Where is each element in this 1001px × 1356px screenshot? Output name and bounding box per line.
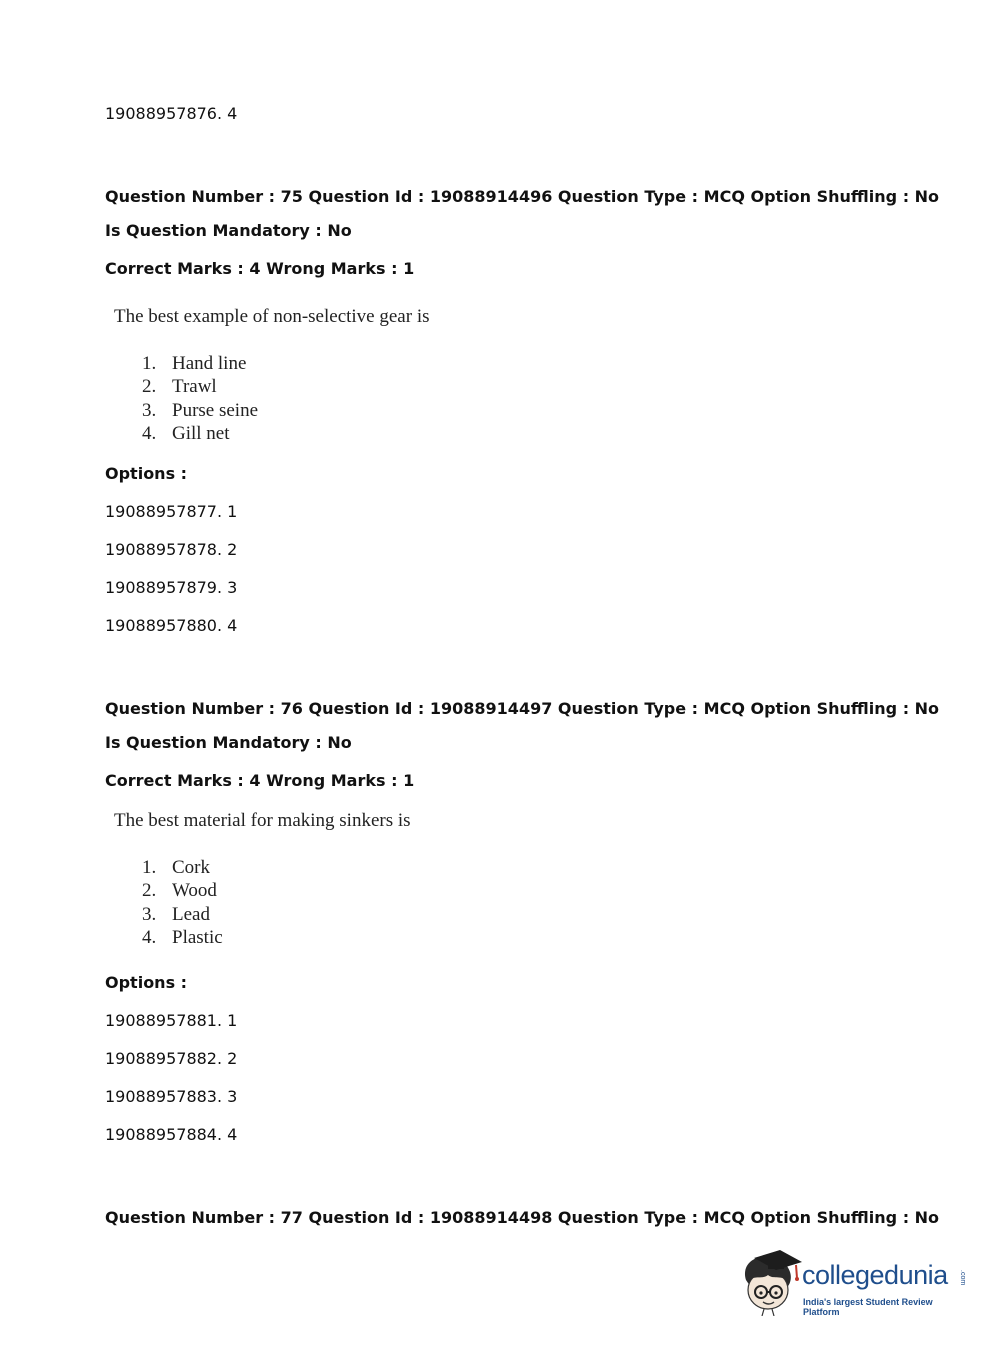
options-label: Options : xyxy=(105,464,188,483)
list-item xyxy=(142,903,223,926)
question-mandatory: Is Question Mandatory : No xyxy=(105,221,352,240)
choice-label: Wood xyxy=(172,880,217,902)
question-text: The best material for making sinkers is xyxy=(114,810,411,831)
question-header: Question Number : 77 Question Id : 19088914498 Question Type : MCQ Option Shuffling : No xyxy=(105,1208,940,1227)
choice-list xyxy=(142,856,223,949)
choice-number: 1. xyxy=(142,353,157,374)
choice-number: 4. xyxy=(142,926,157,948)
question-marks: Correct Marks : 4 Wrong Marks : 1 xyxy=(105,259,415,278)
list-item xyxy=(142,879,223,902)
choice-number: 1. xyxy=(142,857,157,878)
question-text: The best example of non-selective gear is xyxy=(114,306,430,327)
list-item xyxy=(142,926,223,949)
list-item xyxy=(142,399,258,422)
option-line: 19088957884. 4 xyxy=(105,1125,238,1144)
list-item xyxy=(142,422,258,445)
choice-list xyxy=(142,352,258,445)
choice-number: 4. xyxy=(142,422,157,444)
question-header: Question Number : 75 Question Id : 19088914496 Question Type : MCQ Option Shuffling : No xyxy=(105,187,940,206)
choice-label: Gill net xyxy=(172,422,230,444)
choice-number: 2. xyxy=(142,376,157,398)
choice-label: Purse seine xyxy=(172,399,259,421)
option-line: 19088957879. 3 xyxy=(105,578,238,597)
option-line: 19088957882. 2 xyxy=(105,1049,238,1068)
question-mandatory: Is Question Mandatory : No xyxy=(105,733,352,752)
list-item xyxy=(142,375,258,398)
choice-number: 3. xyxy=(142,903,157,925)
choice-label: Plastic xyxy=(172,926,223,948)
logo-wordmark: collegedunia xyxy=(802,1260,948,1290)
option-line: 19088957883. 3 xyxy=(105,1087,238,1106)
choice-number: 3. xyxy=(142,399,157,421)
choice-label: Cork xyxy=(172,857,210,878)
logo-tagline: India's largest Student Review Platform xyxy=(803,1297,933,1317)
option-line: 19088957880. 4 xyxy=(105,616,238,635)
choice-number: 2. xyxy=(142,880,157,902)
option-line: 19088957876. 4 xyxy=(105,104,238,123)
options-label: Options : xyxy=(105,973,188,992)
question-marks: Correct Marks : 4 Wrong Marks : 1 xyxy=(105,771,415,790)
list-item xyxy=(142,856,223,879)
choice-label: Lead xyxy=(172,903,210,925)
question-header: Question Number : 76 Question Id : 19088914497 Question Type : MCQ Option Shuffling : No xyxy=(105,699,940,718)
option-line: 19088957877. 1 xyxy=(105,502,238,521)
mascot-graduate-icon xyxy=(740,1250,802,1316)
collegedunia-logo xyxy=(740,1250,970,1316)
option-line: 19088957881. 1 xyxy=(105,1011,238,1030)
choice-label: Trawl xyxy=(172,376,217,398)
list-item xyxy=(142,352,258,375)
logo-suffix: .com xyxy=(959,1270,966,1286)
option-line: 19088957878. 2 xyxy=(105,540,238,559)
choice-label: Hand line xyxy=(172,353,247,374)
